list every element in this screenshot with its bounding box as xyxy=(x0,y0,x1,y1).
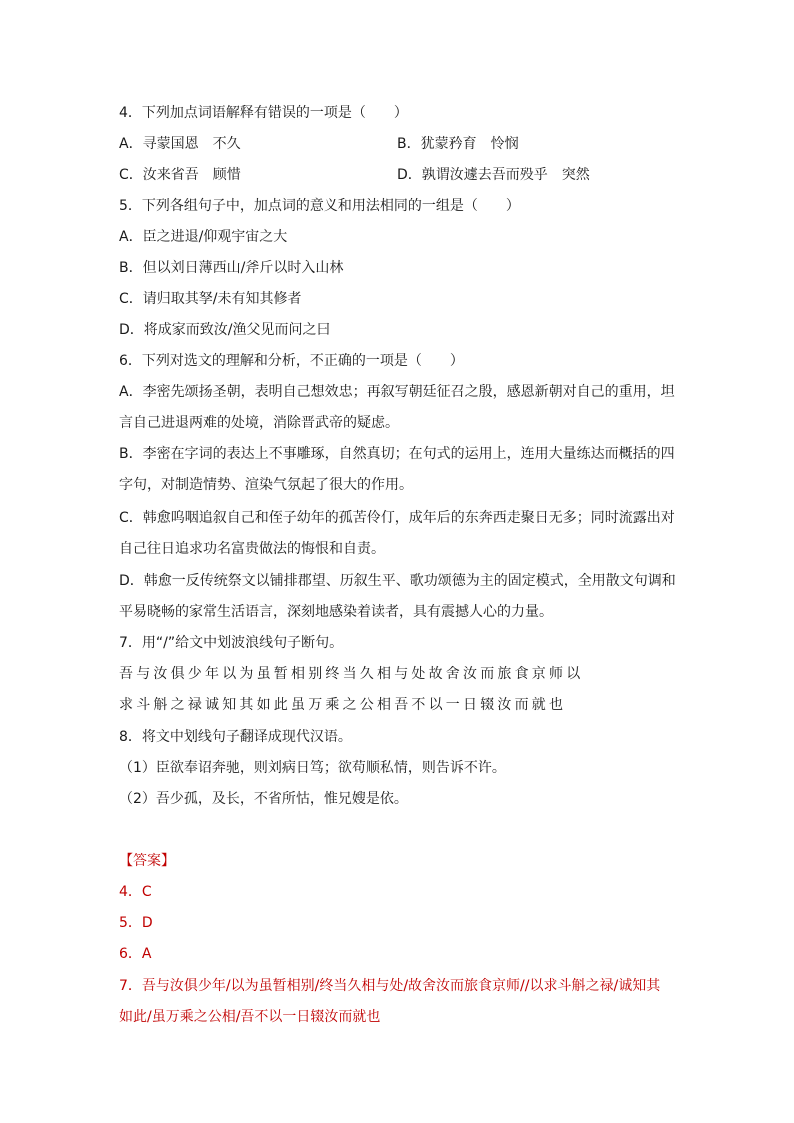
question-8-sentence-2: （2）吾少孤，及长，不省所怙，惟兄嫂是依。 xyxy=(119,791,408,807)
question-6-option-d-line2: 平易晓畅的家常生活语言，深刻地感染着读者，具有震撼人心的力量。 xyxy=(119,604,553,620)
question-6-option-b-line2: 字句，对制造情势、渲染气氛起了很大的作用。 xyxy=(119,477,413,493)
question-5-option-b: B．但以刘日薄西山/斧斤以时入山林 xyxy=(119,260,344,276)
answer-5: 5．D xyxy=(119,915,153,931)
answer-7-line2: 如此/虽万乘之公相/吾不以一日辍汝而就也 xyxy=(119,1009,381,1025)
answer-6: 6．A xyxy=(119,946,152,962)
question-7-passage-line1: 吾与汝俱少年以为虽暂相别终当久相与处故舍汝而旅食京师以 xyxy=(119,666,584,682)
question-6-option-a-line2: 言自己进退两难的处境，消除晋武帝的疑虑。 xyxy=(119,415,399,431)
question-7-passage-line2: 求斗斛之禄诚知其如此虽万乘之公相吾不以一日辍汝而就也 xyxy=(119,697,567,713)
answer-7-line1: 7．吾与汝俱少年/以为虽暂相别/终当久相与处/故舍汝而旅食京师//以求斗斛之禄/诚知其 xyxy=(119,978,661,994)
answer-4: 4．C xyxy=(119,884,152,900)
question-6-option-d-line1: D．韩愈一反传统祭文以铺排郡望、历叙生平、歌功颂德为主的固定模式，全用散文句调和 xyxy=(119,573,676,589)
question-7-stem: 7．用“/”给文中划波浪线句子断句。 xyxy=(119,635,344,651)
question-6-option-c-line2: 自己往日追求功名富贵做法的悔恨和自责。 xyxy=(119,541,385,557)
question-5-option-d: D．将成家而致汝/渔父见而问之曰 xyxy=(119,322,331,338)
question-8-sentence-1: （1）臣欲奉诏奔驰，则刘病日笃；欲苟顺私情，则告诉不许。 xyxy=(119,760,506,776)
question-5-stem: 5．下列各组句子中，加点词的意义和用法相同的一组是（ ） xyxy=(119,198,520,214)
question-6-stem: 6．下列对选文的理解和分析，不正确的一项是（ ） xyxy=(119,353,464,369)
question-4-option-a: A．寻蒙国恩 不久 xyxy=(119,136,241,152)
question-4-option-d: D．孰谓汝遽去吾而殁乎 突然 xyxy=(397,167,590,183)
question-5-option-c: C．请归取其孥/未有知其修者 xyxy=(119,291,302,307)
question-4-option-c: C．汝来省吾 顾惜 xyxy=(119,167,241,183)
question-4-option-b: B．犹蒙矜育 怜悯 xyxy=(397,136,519,152)
question-8-stem: 8．将文中划线句子翻译成现代汉语。 xyxy=(119,729,352,745)
question-6-option-b-line1: B．李密在字词的表达上不事雕琢，自然真切；在句式的运用上，连用大量练达而概括的四 xyxy=(119,446,675,462)
question-6-option-a-line1: A．李密先颂扬圣朝，表明自己想效忠；再叙写朝廷征召之殷，感恩新朝对自己的重用，坦 xyxy=(119,384,675,400)
answer-heading: 【答案】 xyxy=(119,853,175,869)
question-5-option-a: A．臣之进退/仰观宇宙之大 xyxy=(119,229,288,245)
question-4-stem: 4．下列加点词语解释有错误的一项是（ ） xyxy=(119,105,408,121)
question-6-option-c-line1: C．韩愈呜咽追叙自己和侄子幼年的孤苦伶仃，成年后的东奔西走聚日无多；同时流露出对 xyxy=(119,510,675,526)
